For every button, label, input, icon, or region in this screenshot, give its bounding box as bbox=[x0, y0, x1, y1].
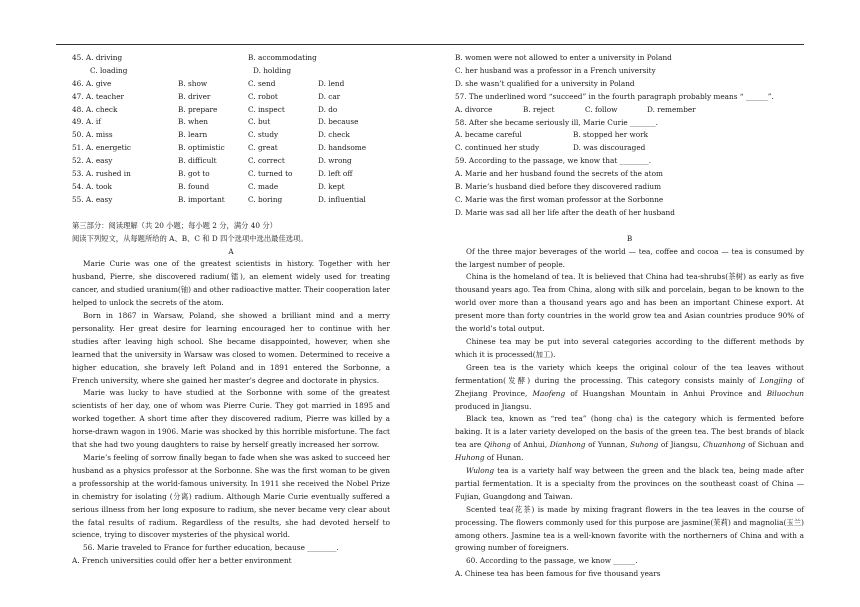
cloze-option: B. optimistic bbox=[178, 143, 225, 153]
cloze-option: B. got to bbox=[178, 169, 210, 179]
question-56-option-d: D. she wasn’t qualified for a university in Poland bbox=[455, 78, 635, 88]
cloze-option: C. but bbox=[248, 117, 271, 127]
question-56-option-a: A. French universities could offer her a better environment bbox=[72, 556, 292, 566]
passage-b-scented-tea: Scented tea(花茶) is made by mixing fragrant flowers in the tea leaves in the course of processing. The flowers commonly used for this purpose are jasmine(茉莉) and magnolia(玉兰) among others. Jasmine tea is a well-known favorite with the northerners of China and with a growing number of foreigners. bbox=[455, 504, 804, 553]
cloze-option: B. prepare bbox=[178, 104, 218, 114]
question-59-option-c: C. Marie was the first woman professor at the Sorbonne bbox=[455, 194, 664, 204]
cloze-option: B. when bbox=[178, 117, 208, 127]
cloze-row bbox=[72, 155, 390, 168]
question-59-option-d: D. Marie was sad all her life after the death of her husband bbox=[455, 207, 675, 217]
passage-a-paragraph: Marie Curie was one of the greatest scientists in history. Together with her husband, Pierre, she discovered radium(镭), an element widely used for treating cancer, and studied uranium(铀) and other radioactive matter. Their cooperation later helped to unlock the secrets of the atom. bbox=[72, 259, 390, 308]
cloze-option: C. robot bbox=[248, 91, 278, 101]
cloze-option: C. made bbox=[248, 181, 279, 191]
passage-b-black-tea: Black tea, known as “red tea” (hong cha) is the category which is fermented before baking. It is a later variety developed on the basis of the green tea. The best brands of black tea are Qihong of Anhui, Dianhong of Yunnan, Suhong of Jiangsu, Chuanhong of Sichuan and Huhong of Hunan. bbox=[455, 414, 804, 463]
cloze-option: 55. A. easy bbox=[72, 194, 113, 204]
cloze-option: C. study bbox=[248, 130, 279, 140]
question-57-option-b: B. reject bbox=[523, 104, 555, 114]
cloze-option: D. influential bbox=[318, 194, 366, 204]
cloze-option: 45. A. driving bbox=[72, 53, 123, 62]
cloze-option: D. wrong bbox=[318, 156, 352, 166]
cloze-option: D. handsome bbox=[318, 143, 367, 153]
cloze-option: D. kept bbox=[318, 181, 345, 191]
cloze-option: B. driver bbox=[178, 91, 211, 101]
passage-b-paragraph: Chinese tea may be put into several categories according to the different methods by which it is processed(加工). bbox=[455, 336, 804, 359]
cloze-row bbox=[72, 194, 390, 207]
cloze-row bbox=[72, 52, 390, 65]
cloze-row bbox=[72, 104, 390, 117]
question-59-option-b: B. Marie’s husband died before they discovered radium bbox=[455, 182, 662, 192]
cloze-row bbox=[72, 129, 390, 142]
cloze-option: C. boring bbox=[248, 194, 283, 204]
question-58: 58. After she became seriously ill, Marie Curie _______. bbox=[455, 117, 658, 127]
cloze-option: 50. A. miss bbox=[72, 130, 113, 140]
question-58-option-b: B. stopped her work bbox=[573, 130, 649, 140]
cloze-option: D. because bbox=[318, 117, 359, 127]
cloze-option: 49. A. if bbox=[72, 117, 101, 127]
cloze-option: 47. A. teacher bbox=[72, 91, 125, 101]
cloze-option: B. difficult bbox=[178, 156, 217, 166]
section3-title: 第三部分：阅读理解（共 20 小题；每小题 2 分，满分 40 分） bbox=[72, 220, 277, 230]
question-56-option-c: C. her husband was a professor in a French university bbox=[455, 65, 656, 75]
cloze-option: B. learn bbox=[178, 130, 208, 140]
question-59: 59. According to the passage, we know that ________. bbox=[455, 156, 652, 166]
question-58-option-d: D. was discouraged bbox=[573, 143, 646, 153]
cloze-option: 53. A. rushed in bbox=[72, 169, 131, 179]
cloze-row bbox=[72, 65, 390, 78]
question-57-option-d: D. remember bbox=[647, 104, 696, 114]
cloze-option: D. lend bbox=[318, 78, 345, 88]
cloze-option: D. holding bbox=[253, 65, 292, 75]
passage-a-paragraph: Marie’s feeling of sorrow finally began to fade when she was asked to succeed her husband as a physics professor at the Sorbonne. She was the first woman to be given a professorship at the world-famous university. In 1911 she received the Nobel Prize in chemistry for isolating (分离) radium. Although Marie Curie eventually suffered a serious illness from her long exposure to radium, she never became very clear about the fatal results of radium. Regardless of the results, she had devoted herself to science, trying to discover mysteries of the physical world. bbox=[72, 453, 390, 540]
question-60: 60. According to the passage, we know ______. bbox=[466, 556, 638, 566]
cloze-option: C. turned to bbox=[248, 169, 293, 179]
cloze-row bbox=[72, 168, 390, 181]
cloze-option: B. found bbox=[178, 181, 210, 191]
passage-b-paragraph: China is the homeland of tea. It is believed that China had tea-shrubs(茶树) as early as five thousand years ago. Tea from China, along with silk and porcelain, began to be known to the world over more than a thousand years ago and has been an important Chinese export. At present more than forty countries in the world grow tea and Asian countries produce 90% of the world’s total output. bbox=[455, 272, 804, 334]
passage-a-label: A bbox=[228, 246, 234, 256]
cloze-option: D. left off bbox=[318, 169, 353, 179]
cloze-option: D. car bbox=[318, 91, 341, 101]
question-58-option-a: A. became careful bbox=[455, 130, 522, 140]
passage-b-wulong-tea: Wulong tea is a variety half way between the green and the black tea, being made after partial fermentation. It is a specialty from the provinces on the southeast coast of China — Fujian, Guangdong and Taiwan. bbox=[455, 466, 804, 501]
cloze-option: 54. A. took bbox=[72, 181, 112, 191]
passage-b-label: B bbox=[626, 233, 633, 243]
cloze-option: 48. A. check bbox=[72, 104, 118, 114]
question-58-options-cd bbox=[455, 142, 804, 155]
cloze-option: D. check bbox=[318, 130, 350, 140]
question-60-option-a: A. Chinese tea has been famous for five thousand years bbox=[455, 569, 661, 579]
cloze-row bbox=[72, 181, 390, 194]
cloze-option: B. important bbox=[178, 194, 225, 204]
top-rule bbox=[56, 44, 804, 45]
cloze-option: C. great bbox=[248, 143, 278, 153]
passage-b-paragraph: Of the three major beverages of the world — tea, coffee and cocoa — tea is consumed by the largest number of people. bbox=[455, 246, 804, 269]
question-57-option-a: A. divorce bbox=[455, 104, 493, 114]
cloze-option: 51. A. energetic bbox=[72, 143, 131, 153]
passage-a-paragraph: Born in 1867 in Warsaw, Poland, she showed a brilliant mind and a merry personality. Her great desire for learning encouraged her to continue with her studies after leaving high school. She became disappointed, however, when she learned that the university in Warsaw was closed to women. Determined to receive a higher education, she bravely left Poland and in 1891 entered the Sorbonne, a French university, where she gained her master’s degree and doctorate in physics. bbox=[72, 311, 390, 385]
question-58-options-ab bbox=[455, 129, 804, 142]
cloze-option: C. inspect bbox=[248, 104, 285, 114]
passage-a-paragraph: Marie was lucky to have studied at the Sorbonne with some of the greatest scientists of her day, one of whom was Pierre Curie. They got married in 1895 and worked together. A short time after they discovered radium, Pierre was killed by a horse-drawn wagon in 1906. Marie was shocked by this horrible misfortune. The fact that she had two young daughters to raise by herself greatly increased her sorrow. bbox=[72, 388, 390, 450]
cloze-option: C. loading bbox=[90, 65, 128, 75]
passage-b-green-tea: Green tea is the variety which keeps the original colour of the tea leaves without fermentation(发酵) during the processing. This category consists mainly of Longjing of Zhejiang Province, Maofeng of Huangshan Mountain in Anhui Province and Biluochun produced in Jiangsu. bbox=[455, 362, 804, 411]
right-column bbox=[455, 52, 804, 581]
cloze-option: B. show bbox=[178, 78, 208, 88]
cloze-option: 46. A. give bbox=[72, 78, 112, 88]
cloze-row bbox=[72, 78, 390, 91]
question-57-option-c: C. follow bbox=[585, 104, 618, 114]
left-column bbox=[72, 52, 390, 568]
cloze-option: C. send bbox=[248, 78, 276, 88]
question-56-option-b: B. women were not allowed to enter a university in Poland bbox=[455, 53, 672, 62]
question-59-option-a: A. Marie and her husband found the secrets of the atom bbox=[455, 169, 663, 179]
cloze-row bbox=[72, 91, 390, 104]
cloze-option: 52. A. easy bbox=[72, 156, 113, 166]
question-56: 56. Marie traveled to France for further education, because ________. bbox=[83, 543, 339, 553]
question-57-options bbox=[455, 104, 804, 117]
cloze-row bbox=[72, 142, 390, 155]
cloze-option: C. correct bbox=[248, 156, 285, 166]
cloze-option: D. do bbox=[318, 104, 338, 114]
cloze-option: B. accommodating bbox=[248, 53, 317, 62]
cloze-row bbox=[72, 116, 390, 129]
cloze-options bbox=[72, 52, 390, 207]
question-58-option-c: C. continued her study bbox=[455, 143, 540, 153]
question-57: 57. The underlined word “succeed” in the fourth paragraph probably means “ ______”. bbox=[455, 91, 774, 101]
section3-instruction: 阅读下列短文，从每题所给的 A、B、C 和 D 四个选项中选出最佳选项。 bbox=[72, 233, 308, 243]
